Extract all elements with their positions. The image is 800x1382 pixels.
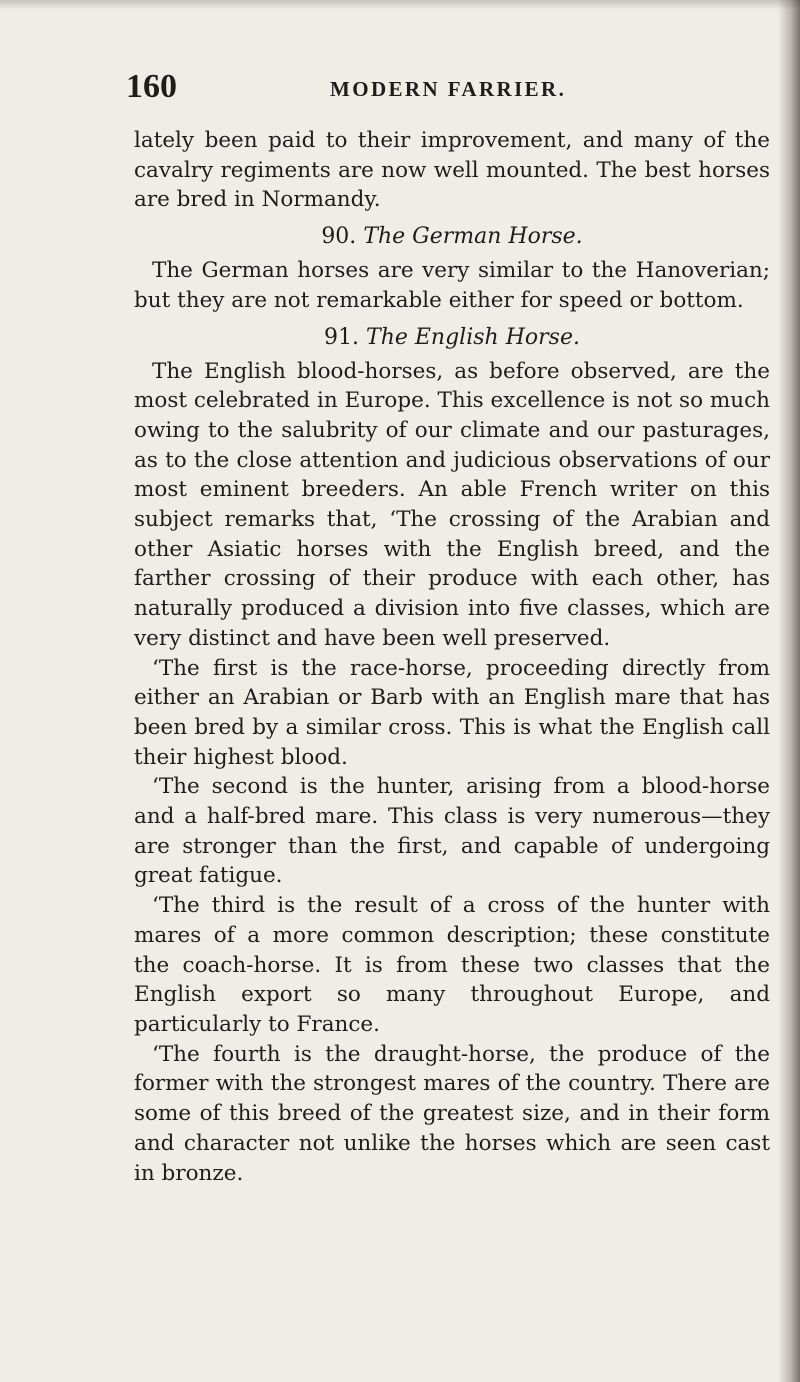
- running-head: MODERN FARRIER.: [330, 77, 567, 101]
- scan-top-shadow: [0, 0, 800, 10]
- paragraph-continued: lately been paid to their improvement, and many of the cavalry regiments are now well mounted. The best horses are bred in Normandy.: [134, 128, 770, 213]
- paragraph-second-class: ‘The second is the hunter, arising from a blood-horse and a half-bred mare. This class is very numerous—they are stronger than the first, and capable of undergoing great fatigue.: [134, 774, 770, 889]
- paragraph-english-horse: The English blood-horses, as before observed, are the most celebrated in Europe. This excellence is not so much owing to the salubrity of our climate and our pasturages, as to the close attention and judicious observations of our most eminent breeders. An able French writer on this subject remarks that, ‘The crossing of the Arabian and other Asiatic horses with the English breed, and the farther crossing of their produce with each other, has naturally produced a division into five classes, which are very distinct and have been well preserved.: [134, 358, 770, 651]
- page-edge-shadow: [778, 0, 800, 1382]
- paragraph-third-class: ‘The third is the result of a cross of the hunter with mares of a more common description; these constitute the coach-horse. It is from these two classes that the English export so many throughout Europe, and particularly to France.: [134, 893, 770, 1037]
- section-heading-german-horse: [134, 222, 770, 252]
- section-heading-english-horse: [134, 323, 770, 353]
- paragraph-fourth-class: ‘The fourth is the draught-horse, the produce of the former with the strongest mares of the country. There are some of this breed of the greatest size, and in their form and character not unlike the horses which are seen cast in bronze.: [134, 1041, 770, 1186]
- paragraph-german-horse: The German horses are very similar to the Hanoverian; but they are not remarkable either for speed or bottom.: [134, 258, 770, 313]
- section-number: 90.: [321, 224, 357, 250]
- page-body: [134, 126, 770, 1188]
- section-title: The German Horse.: [363, 224, 583, 250]
- paragraph-first-class: ‘The first is the race-horse, proceeding directly from either an Arabian or Barb with an English mare that has been bred by a similar cross. This is what the English call their highest blood.: [134, 655, 770, 770]
- page-number: 160: [126, 68, 177, 105]
- page-header: [126, 68, 766, 108]
- section-number: 91.: [324, 324, 360, 350]
- section-title: The English Horse.: [366, 324, 580, 350]
